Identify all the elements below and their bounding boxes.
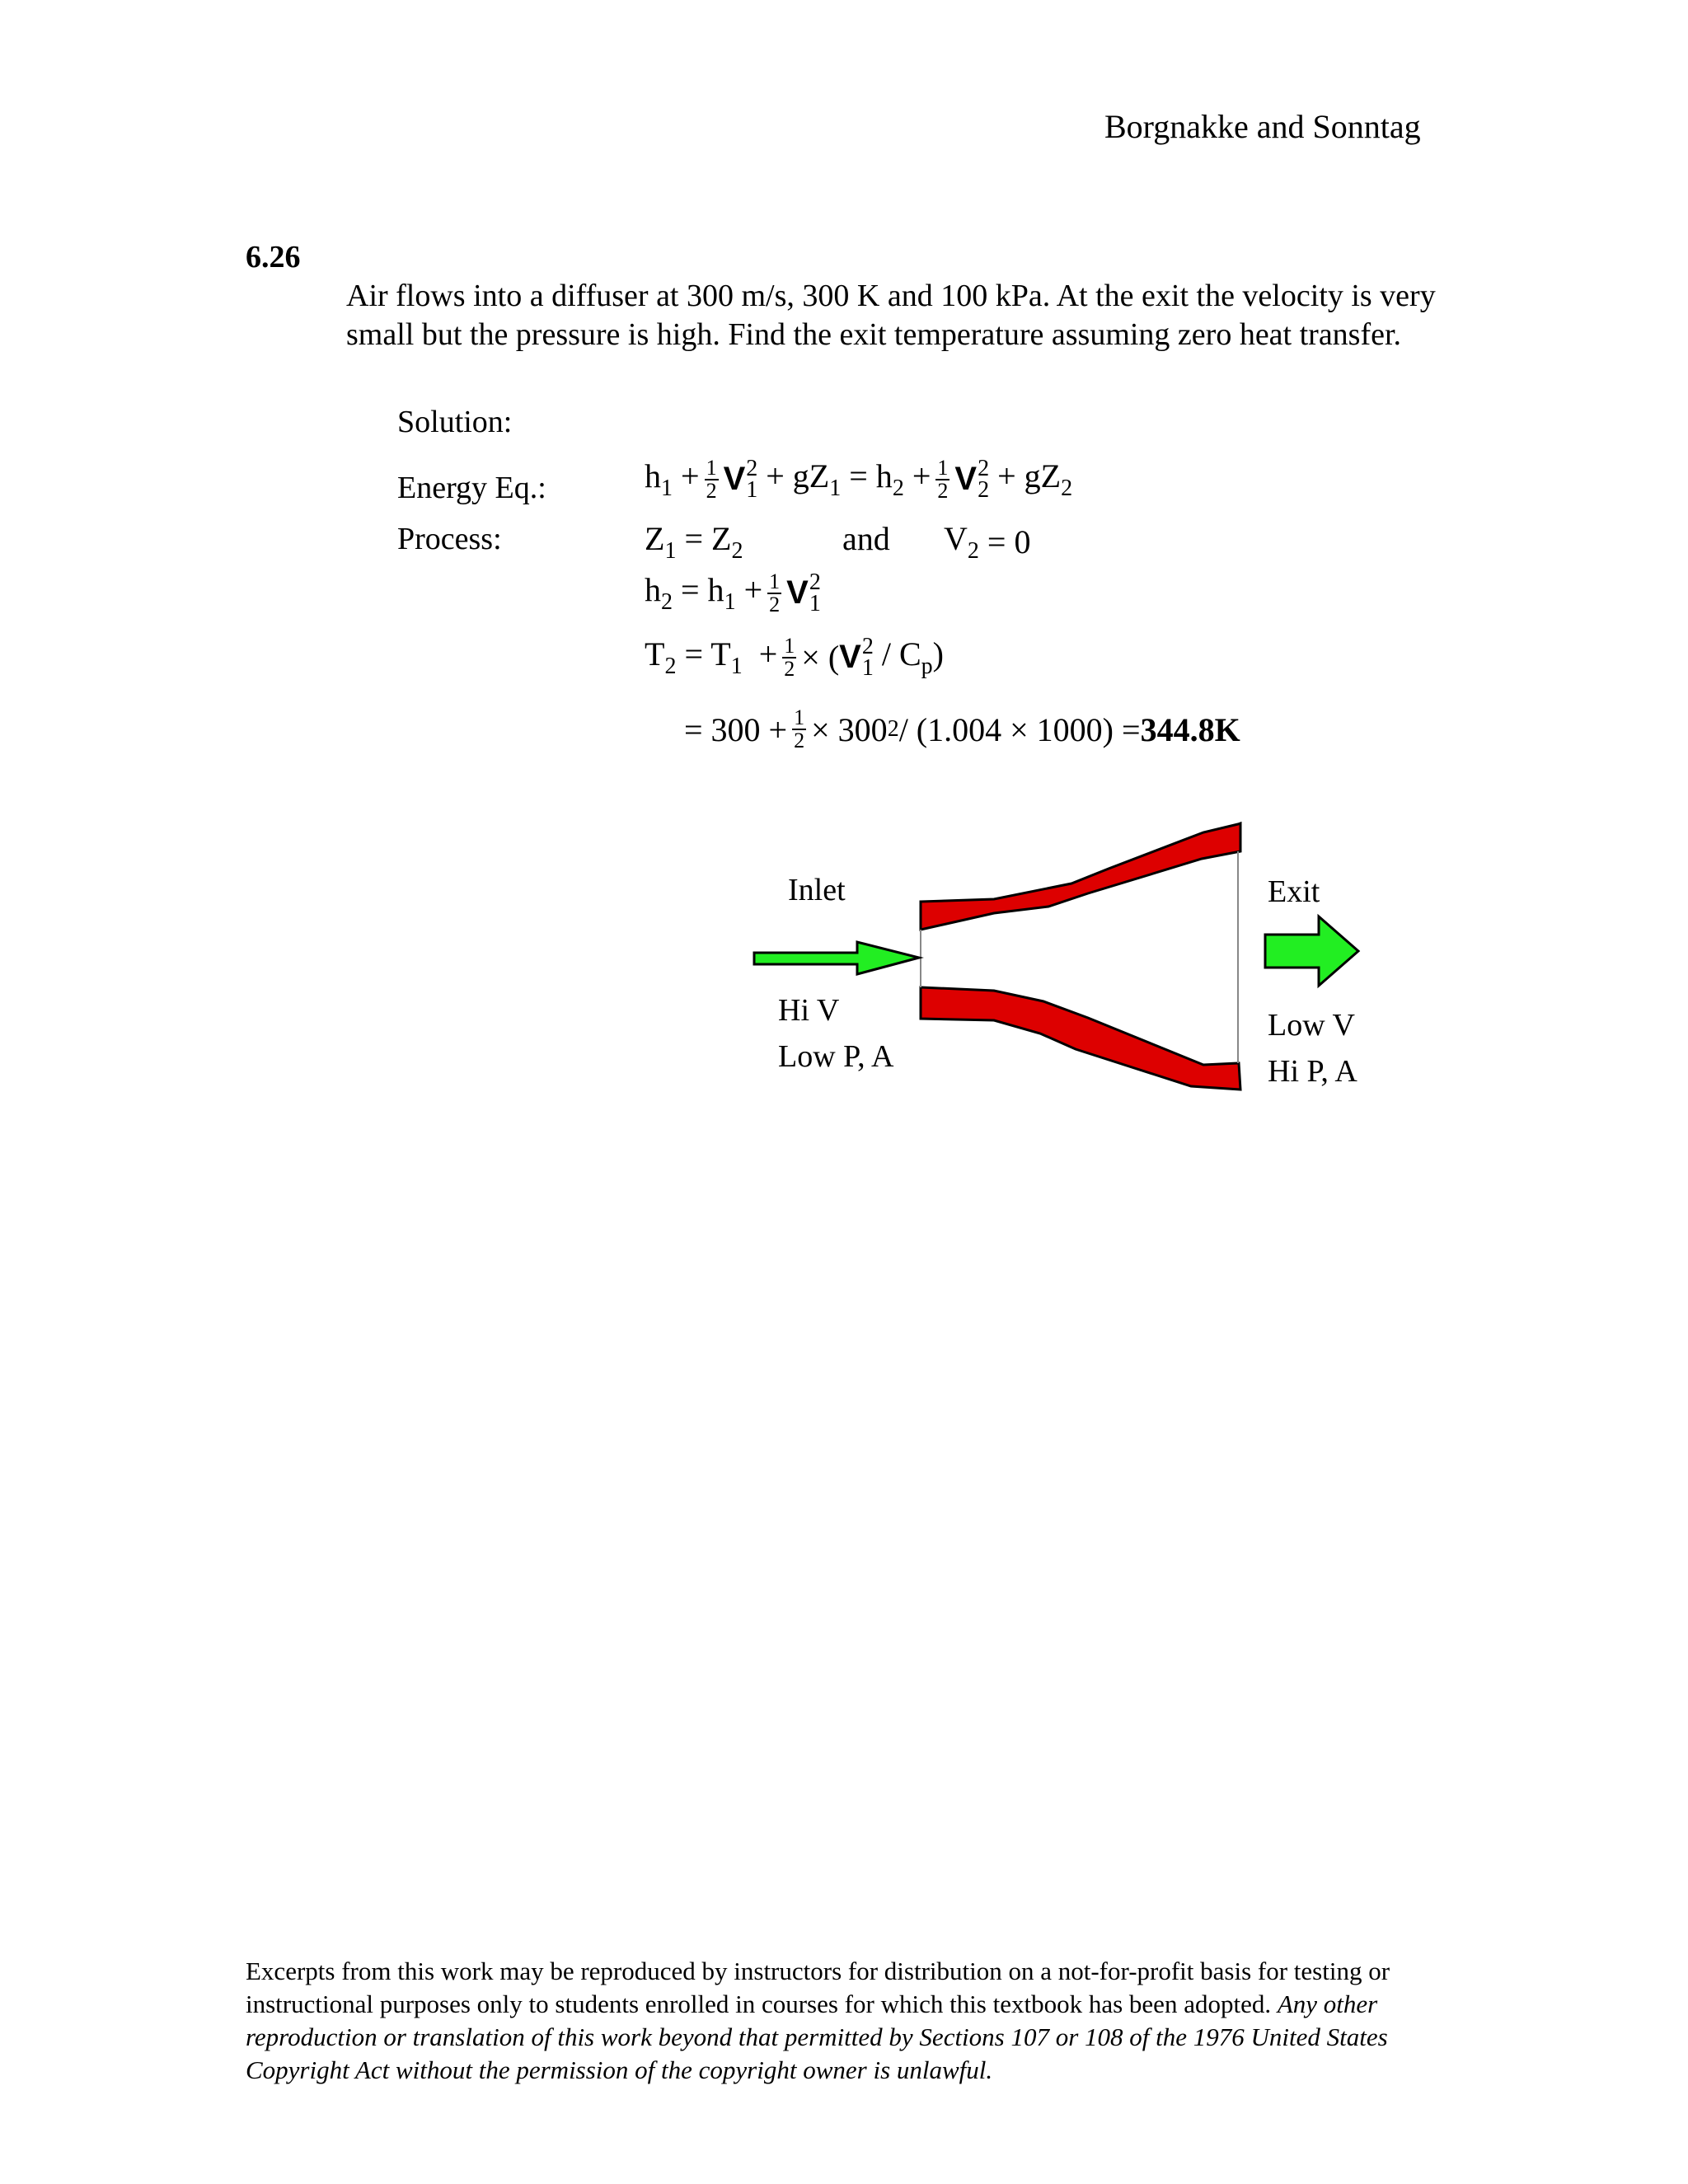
exit-desc-velocity: Low V (1268, 1008, 1355, 1043)
footer-italic-text: Any other reproduction or translation of this work beyond that permitted by Sections 107 or 108 of the 1976 United States Copyright Act without the permission of the copyright owner is unlawful. (246, 1990, 1388, 2084)
inlet-desc-pressure: Low P, A (778, 1039, 894, 1074)
solution-label: Solution: (397, 405, 513, 439)
energy-equation: $h_1$ + $\frac{1}{2}$ V 2 1 + $gZ_1 = h_2$ + $\frac{1}{2}$ V 2 2 + $gZ_2$ (645, 455, 1073, 503)
result-tail: × 300 (811, 710, 888, 748)
problem-number: 6.26 (246, 240, 301, 274)
exit-arrow (1265, 916, 1358, 986)
inlet-label: Inlet (788, 873, 846, 907)
inlet-desc-velocity: Hi V (778, 993, 840, 1028)
page-header: Borgnakke and Sonntag (1104, 108, 1421, 145)
result-tail2: / (1.004 × 1000) = (898, 710, 1141, 748)
result-equation: = 300 + $\frac{1}{2}$ × 300 2 / (1.004 × 1000) = 344.8K (684, 705, 1240, 752)
process-equation-z: $Z_1 = Z_2$ (645, 520, 743, 564)
h2-equation: $h_2 = h_1$ + $\frac{1}{2}$ V 2 1 (645, 569, 821, 616)
exit-label: Exit (1268, 874, 1320, 909)
problem-statement: Air flows into a diffuser at 300 m/s, 300 K and 100 kPa. At the exit the velocity is very small but the pressure is high. Find the exit temperature assuming zero heat transfer. (346, 279, 1436, 352)
diffuser-lower-wall (921, 987, 1240, 1090)
diffuser-upper-wall (921, 823, 1240, 930)
and-text: and (842, 520, 890, 557)
result-calc: = 300 + (684, 710, 788, 748)
t2-equation: $T_2 = T_1$ + $\frac{1}{2}$ × ( V 2 1 / $C_p$) (645, 633, 944, 681)
process-label: Process: (397, 522, 502, 556)
exit-desc-pressure: Hi P, A (1268, 1054, 1357, 1089)
v2-zero: = 0 (987, 523, 1031, 560)
copyright-footer (246, 1955, 1465, 2087)
energy-eq-label: Energy Eq.: (397, 471, 546, 505)
footer-normal-text: Excerpts from this work may be reproduced by instructors for distribution on a not-for-profit basis for testing or instructional purposes only to students enrolled in courses for which this textbook has been adopted. (246, 1957, 1390, 2018)
inlet-arrow (754, 942, 919, 974)
process-equation-v: $V_2$ = 0 (944, 520, 1031, 564)
result-value: 344.8K (1140, 710, 1240, 748)
